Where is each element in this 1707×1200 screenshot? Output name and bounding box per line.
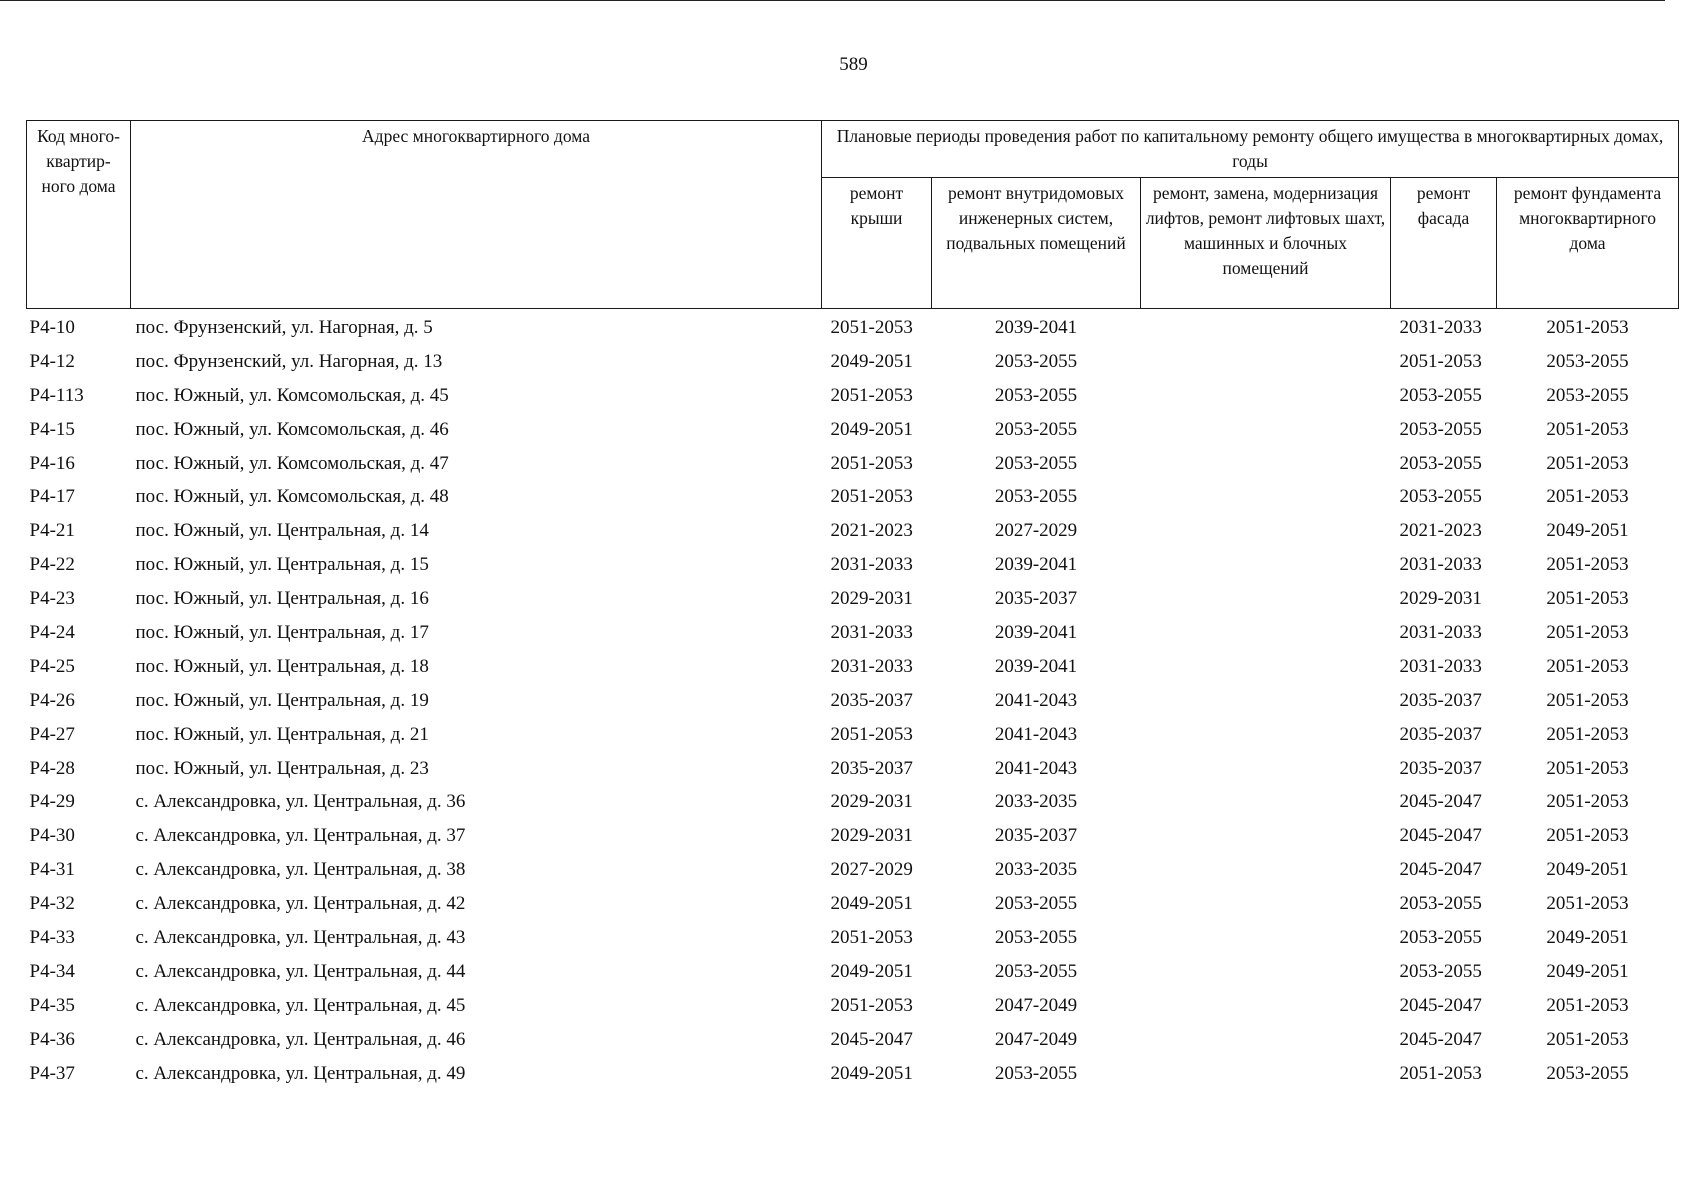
- elevators-period-cell: [1141, 684, 1391, 718]
- facade-period-cell: 2045-2047: [1399, 1028, 1482, 1050]
- engineering-period-cell: 2033-2035: [994, 859, 1078, 881]
- address-cell: пос. Фрунзенский, ул. Нагорная, д. 13: [135, 350, 443, 372]
- table-row: [27, 1057, 1679, 1091]
- table-row: [27, 752, 1679, 786]
- elevators-period-cell: [1141, 1057, 1391, 1091]
- elevators-period-cell: [1141, 718, 1391, 752]
- facade-period-cell: 2053-2055: [1399, 893, 1482, 915]
- table-row: [27, 309, 1679, 345]
- elevators-period-cell: [1141, 447, 1391, 481]
- roof-period-cell: 2035-2037: [830, 689, 913, 711]
- facade-period-cell: 2053-2055: [1399, 384, 1482, 406]
- elevators-period-cell: [1141, 1023, 1391, 1057]
- elevators-period-cell: [1141, 887, 1391, 921]
- address-cell: пос. Южный, ул. Центральная, д. 14: [135, 520, 429, 542]
- table-row: [27, 853, 1679, 887]
- engineering-period-cell: 2041-2043: [994, 723, 1078, 745]
- foundation-period-cell: 2053-2055: [1546, 350, 1629, 372]
- engineering-period-cell: 2033-2035: [994, 791, 1078, 813]
- engineering-period-cell: 2039-2041: [994, 316, 1078, 338]
- house-code-cell: Р4-24: [29, 621, 75, 643]
- engineering-period-cell: 2039-2041: [994, 554, 1078, 576]
- engineering-period-cell: 2039-2041: [994, 655, 1078, 677]
- house-code-cell: Р4-22: [29, 554, 75, 576]
- engineering-period-cell: 2053-2055: [994, 893, 1078, 915]
- elevators-period-cell: [1141, 955, 1391, 989]
- table-row: [27, 379, 1679, 413]
- elevators-period-cell: [1141, 480, 1391, 514]
- house-code-cell: Р4-113: [29, 384, 84, 406]
- elevators-period-cell: [1141, 989, 1391, 1023]
- house-code-cell: Р4-31: [29, 859, 75, 881]
- engineering-period-cell: 2053-2055: [994, 452, 1078, 474]
- foundation-period-cell: 2051-2053: [1546, 316, 1629, 338]
- foundation-period-cell: 2051-2053: [1546, 452, 1629, 474]
- facade-period-cell: 2045-2047: [1399, 859, 1482, 881]
- elevators-period-cell: [1141, 514, 1391, 548]
- foundation-period-cell: 2051-2053: [1546, 486, 1629, 508]
- foundation-period-cell: 2053-2055: [1546, 1062, 1629, 1084]
- engineering-period-cell: 2053-2055: [994, 350, 1078, 372]
- foundation-period-cell: 2051-2053: [1546, 994, 1629, 1016]
- house-code-cell: Р4-23: [29, 588, 75, 610]
- table-row: [27, 548, 1679, 582]
- elevators-period-cell: [1141, 309, 1391, 345]
- address-cell: с. Александровка, ул. Центральная, д. 36: [135, 791, 466, 813]
- header-engineering: ремонт внутридомовых инженерных систем, подвальных помещений: [932, 178, 1141, 309]
- foundation-period-cell: 2049-2051: [1546, 520, 1629, 542]
- house-code-cell: Р4-10: [29, 316, 75, 338]
- foundation-period-cell: 2049-2051: [1546, 960, 1629, 982]
- foundation-period-cell: 2051-2053: [1546, 825, 1629, 847]
- engineering-period-cell: 2039-2041: [994, 621, 1078, 643]
- address-cell: с. Александровка, ул. Центральная, д. 49: [135, 1062, 466, 1084]
- foundation-period-cell: 2051-2053: [1546, 689, 1629, 711]
- house-code-cell: Р4-36: [29, 1028, 75, 1050]
- roof-period-cell: 2051-2053: [830, 452, 913, 474]
- address-cell: пос. Фрунзенский, ул. Нагорная, д. 5: [135, 316, 433, 338]
- foundation-period-cell: 2049-2051: [1546, 859, 1629, 881]
- engineering-period-cell: 2053-2055: [994, 384, 1078, 406]
- address-cell: с. Александровка, ул. Центральная, д. 46: [135, 1028, 466, 1050]
- table-row: [27, 514, 1679, 548]
- house-code-cell: Р4-25: [29, 655, 75, 677]
- address-cell: пос. Южный, ул. Комсомольская, д. 48: [135, 486, 449, 508]
- engineering-period-cell: 2027-2029: [994, 520, 1078, 542]
- header-address: Адрес многоквартирного дома: [131, 121, 822, 309]
- roof-period-cell: 2051-2053: [830, 926, 913, 948]
- table-row: [27, 684, 1679, 718]
- roof-period-cell: 2049-2051: [830, 418, 913, 440]
- address-cell: пос. Южный, ул. Центральная, д. 21: [135, 723, 429, 745]
- house-code-cell: Р4-21: [29, 520, 75, 542]
- table-row: [27, 785, 1679, 819]
- facade-period-cell: 2029-2031: [1399, 588, 1482, 610]
- table-row: [27, 616, 1679, 650]
- facade-period-cell: 2031-2033: [1399, 554, 1482, 576]
- table-row: [27, 650, 1679, 684]
- table-row: [27, 955, 1679, 989]
- roof-period-cell: 2049-2051: [830, 1062, 913, 1084]
- facade-period-cell: 2053-2055: [1399, 452, 1482, 474]
- engineering-period-cell: 2053-2055: [994, 926, 1078, 948]
- foundation-period-cell: 2049-2051: [1546, 926, 1629, 948]
- elevators-period-cell: [1141, 548, 1391, 582]
- roof-period-cell: 2031-2033: [830, 554, 913, 576]
- address-cell: с. Александровка, ул. Центральная, д. 44: [135, 960, 466, 982]
- address-cell: с. Александровка, ул. Центральная, д. 43: [135, 926, 466, 948]
- house-code-cell: Р4-16: [29, 452, 75, 474]
- address-cell: пос. Южный, ул. Комсомольская, д. 46: [135, 418, 449, 440]
- foundation-period-cell: 2051-2053: [1546, 655, 1629, 677]
- address-cell: с. Александровка, ул. Центральная, д. 37: [135, 825, 466, 847]
- house-code-cell: Р4-34: [29, 960, 75, 982]
- header-facade: ремонт фасада: [1391, 178, 1497, 309]
- engineering-period-cell: 2053-2055: [994, 418, 1078, 440]
- house-code-cell: Р4-33: [29, 926, 75, 948]
- header-roof: ремонт крыши: [822, 178, 932, 309]
- facade-period-cell: 2035-2037: [1399, 723, 1482, 745]
- table-row: [27, 819, 1679, 853]
- house-code-cell: Р4-26: [29, 689, 75, 711]
- address-cell: с. Александровка, ул. Центральная, д. 42: [135, 893, 466, 915]
- facade-period-cell: 2045-2047: [1399, 994, 1482, 1016]
- engineering-period-cell: 2035-2037: [994, 825, 1078, 847]
- foundation-period-cell: 2051-2053: [1546, 893, 1629, 915]
- engineering-period-cell: 2053-2055: [994, 960, 1078, 982]
- roof-period-cell: 2029-2031: [830, 791, 913, 813]
- table-row: [27, 345, 1679, 379]
- facade-period-cell: 2051-2053: [1399, 350, 1482, 372]
- table-row: [27, 480, 1679, 514]
- facade-period-cell: 2045-2047: [1399, 791, 1482, 813]
- roof-period-cell: 2027-2029: [830, 859, 913, 881]
- page-number: 589: [839, 54, 868, 75]
- header-planned-periods: Плановые периоды проведения работ по капитальному ремонту общего имущества в многоквартирных домах, годы: [822, 121, 1679, 178]
- house-code-cell: Р4-35: [29, 994, 75, 1016]
- roof-period-cell: 2051-2053: [830, 486, 913, 508]
- engineering-period-cell: 2047-2049: [994, 994, 1078, 1016]
- table-row: [27, 887, 1679, 921]
- elevators-period-cell: [1141, 345, 1391, 379]
- elevators-period-cell: [1141, 785, 1391, 819]
- house-code-cell: Р4-32: [29, 893, 75, 915]
- roof-period-cell: 2051-2053: [830, 723, 913, 745]
- address-cell: пос. Южный, ул. Комсомольская, д. 47: [135, 452, 449, 474]
- facade-period-cell: 2051-2053: [1399, 1062, 1482, 1084]
- address-cell: пос. Южный, ул. Центральная, д. 16: [135, 588, 429, 610]
- facade-period-cell: 2031-2033: [1399, 621, 1482, 643]
- facade-period-cell: 2053-2055: [1399, 418, 1482, 440]
- house-code-cell: Р4-30: [29, 825, 75, 847]
- address-cell: пос. Южный, ул. Центральная, д. 15: [135, 554, 429, 576]
- roof-period-cell: 2029-2031: [830, 588, 913, 610]
- engineering-period-cell: 2041-2043: [994, 757, 1078, 779]
- elevators-period-cell: [1141, 853, 1391, 887]
- house-code-cell: Р4-29: [29, 791, 75, 813]
- foundation-period-cell: 2051-2053: [1546, 1028, 1629, 1050]
- header-foundation: ремонт фундамента многоквартирного дома: [1497, 178, 1679, 309]
- foundation-period-cell: 2051-2053: [1546, 621, 1629, 643]
- roof-period-cell: 2045-2047: [830, 1028, 913, 1050]
- house-code-cell: Р4-27: [29, 723, 75, 745]
- roof-period-cell: 2051-2053: [830, 316, 913, 338]
- table-row: [27, 1023, 1679, 1057]
- address-cell: пос. Южный, ул. Комсомольская, д. 45: [135, 384, 449, 406]
- address-cell: пос. Южный, ул. Центральная, д. 23: [135, 757, 429, 779]
- facade-period-cell: 2053-2055: [1399, 926, 1482, 948]
- elevators-period-cell: [1141, 752, 1391, 786]
- foundation-period-cell: 2051-2053: [1546, 588, 1629, 610]
- facade-period-cell: 2031-2033: [1399, 655, 1482, 677]
- house-code-cell: Р4-17: [29, 486, 75, 508]
- foundation-period-cell: 2051-2053: [1546, 757, 1629, 779]
- elevators-period-cell: [1141, 650, 1391, 684]
- engineering-period-cell: 2053-2055: [994, 486, 1078, 508]
- header-elevators: ремонт, замена, модернизация лифтов, ремонт лифтовых шахт, машинных и блочных помещений: [1141, 178, 1391, 309]
- roof-period-cell: 2021-2023: [830, 520, 913, 542]
- header-code: Код много-квартир-ного дома: [27, 121, 131, 309]
- engineering-period-cell: 2053-2055: [994, 1062, 1078, 1084]
- table-row: [27, 447, 1679, 481]
- top-rule: [0, 0, 1665, 1]
- table-row: [27, 413, 1679, 447]
- elevators-period-cell: [1141, 582, 1391, 616]
- facade-period-cell: 2053-2055: [1399, 960, 1482, 982]
- roof-period-cell: 2051-2053: [830, 994, 913, 1016]
- roof-period-cell: 2049-2051: [830, 350, 913, 372]
- foundation-period-cell: 2051-2053: [1546, 791, 1629, 813]
- elevators-period-cell: [1141, 616, 1391, 650]
- facade-period-cell: 2045-2047: [1399, 825, 1482, 847]
- foundation-period-cell: 2051-2053: [1546, 554, 1629, 576]
- engineering-period-cell: 2035-2037: [994, 588, 1078, 610]
- table-row: [27, 582, 1679, 616]
- address-cell: с. Александровка, ул. Центральная, д. 45: [135, 994, 466, 1016]
- table-row: [27, 921, 1679, 955]
- house-code-cell: Р4-15: [29, 418, 75, 440]
- foundation-period-cell: 2051-2053: [1546, 723, 1629, 745]
- address-cell: пос. Южный, ул. Центральная, д. 19: [135, 689, 429, 711]
- facade-period-cell: 2035-2037: [1399, 689, 1482, 711]
- roof-period-cell: 2049-2051: [830, 960, 913, 982]
- address-cell: пос. Южный, ул. Центральная, д. 17: [135, 621, 429, 643]
- house-code-cell: Р4-28: [29, 757, 75, 779]
- address-cell: пос. Южный, ул. Центральная, д. 18: [135, 655, 429, 677]
- elevators-period-cell: [1141, 379, 1391, 413]
- elevators-period-cell: [1141, 921, 1391, 955]
- roof-period-cell: 2031-2033: [830, 655, 913, 677]
- facade-period-cell: 2035-2037: [1399, 757, 1482, 779]
- repair-plan-table: [26, 120, 1679, 1090]
- table-row: [27, 989, 1679, 1023]
- roof-period-cell: 2051-2053: [830, 384, 913, 406]
- roof-period-cell: 2049-2051: [830, 893, 913, 915]
- engineering-period-cell: 2047-2049: [994, 1028, 1078, 1050]
- foundation-period-cell: 2053-2055: [1546, 384, 1629, 406]
- facade-period-cell: 2021-2023: [1399, 520, 1482, 542]
- table-body: [27, 309, 1679, 1091]
- house-code-cell: Р4-37: [29, 1062, 75, 1084]
- house-code-cell: Р4-12: [29, 350, 75, 372]
- document-table-container: [26, 120, 1678, 1090]
- facade-period-cell: 2031-2033: [1399, 316, 1482, 338]
- roof-period-cell: 2031-2033: [830, 621, 913, 643]
- facade-period-cell: 2053-2055: [1399, 486, 1482, 508]
- elevators-period-cell: [1141, 413, 1391, 447]
- foundation-period-cell: 2051-2053: [1546, 418, 1629, 440]
- header-row-top: [27, 121, 1679, 178]
- elevators-period-cell: [1141, 819, 1391, 853]
- roof-period-cell: 2035-2037: [830, 757, 913, 779]
- table-row: [27, 718, 1679, 752]
- address-cell: с. Александровка, ул. Центральная, д. 38: [135, 859, 466, 881]
- roof-period-cell: 2029-2031: [830, 825, 913, 847]
- engineering-period-cell: 2041-2043: [994, 689, 1078, 711]
- table-header: [27, 121, 1679, 309]
